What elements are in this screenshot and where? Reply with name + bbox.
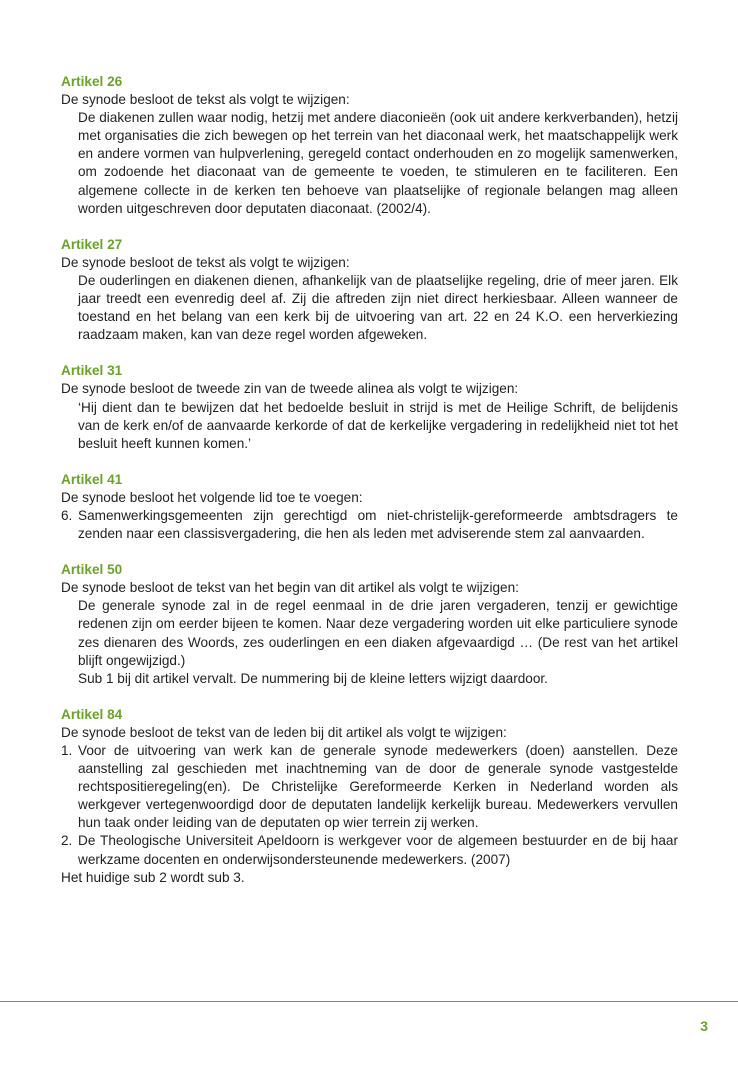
article-outro: Het huidige sub 2 wordt sub 3. xyxy=(61,869,245,885)
article-paragraph: De diakenen zullen waar nodig, hetzij met andere diaconieën (ook uit andere kerkverbanden), hetzij met organisaties die zich bewegen op het terrein van het diaconaal werk, het maatschappelijk werk en andere vormen van hulpverlening, geregeld contact onderhouden en zo mogelijk samenwerken, om zodoende het diaconaat van de gemeente te voeden, te stimuleren en te faciliteren. Een algemene collecte in de kerken ten behoeve van plaatselijke of regionale belangen mag alleen worden uitgeschreven door deputaten diaconaat. (2002/4). xyxy=(78,110,678,216)
article-intro: De synode besloot het volgende lid toe te voegen: xyxy=(61,489,363,505)
article-intro: De synode besloot de tekst als volgt te wijzigen: xyxy=(61,254,350,270)
article-heading: Artikel 41 xyxy=(61,471,123,487)
page-content xyxy=(61,73,678,905)
article-paragraph: De ouderlingen en diakenen dienen, afhankelijk van de plaatselijke regeling, drie of meer jaren. Elk jaar treedt een evenredig deel af. Zij die aftreden zijn niet direct herkiesbaar. Alleen wanneer de toestand en het belang van een kerk bij de uitvoering van art. 22 en 24 K.O. een herverkiezing raadzaam maken, kan van deze regel worden afgeweken. xyxy=(78,272,678,343)
article-heading: Artikel 27 xyxy=(61,236,123,252)
article-26 xyxy=(61,73,678,218)
article-intro: De synode besloot de tweede zin van de tweede alinea als volgt te wijzigen: xyxy=(61,381,519,397)
article-paragraph: ‘Hij dient dan te bewijzen dat het bedoelde besluit in strijd is met de Heilige Schrift, de belijdenis van de kerk en/of de aanvaarde kerkorde of dat de kerkelijke vergadering in redelijkheid niet tot het besluit heeft kunnen komen.’ xyxy=(78,399,678,451)
article-84 xyxy=(61,706,678,887)
article-heading: Artikel 26 xyxy=(61,74,123,89)
list-item-text: De Theologische Universiteit Apeldoorn is werkgever voor de algemeen bestuurder en de bij haar werkzame docenten en onderwijsondersteunende medewerkers. (2007) xyxy=(78,833,678,867)
list-item-number: 1. xyxy=(61,743,73,758)
list-item xyxy=(61,507,678,543)
article-paragraph: De generale synode zal in de regel eenmaal in de drie jaren vergaderen, tenzij er gewichtige redenen zijn om eerder bijeen te komen. Naar deze vergadering worden uit elke particuliere synode zes dienaren des Woords, zes ouderlingen en een diaken afgevaardigd … (De rest van het artikel blijft ongewijzigd.) xyxy=(78,598,678,668)
list-item-number: 6. xyxy=(61,507,73,523)
list-item-text: Samenwerkingsgemeenten zijn gerechtigd om niet-christelijk-gereformeerde ambtsdragers te zenden naar een classisvergadering, die hen als leden met adviserende stem zal aanvaarden. xyxy=(78,507,678,542)
article-31 xyxy=(61,362,678,452)
article-intro: De synode besloot de tekst van het begin van dit artikel als volgt te wijzigen: xyxy=(61,580,519,596)
list-item-text: Voor de uitvoering van werk kan de generale synode medewerkers (doen) aanstellen. Deze aanstelling zal geschieden met inachtneming van de door de generale synode vastgestelde rechtspositieregeling(en). De Christelijke Gereformeerde Kerken in Nederland worden als werkgever vertegenwoordigd door de deputaten landelijk kerkelijk bureau. Medewerkers vervullen hun taak onder leiding van de deputaten op wier terrein zij werken. xyxy=(78,743,678,831)
article-heading: Artikel 84 xyxy=(61,706,123,722)
list-item xyxy=(61,742,678,832)
article-intro: De synode besloot de tekst als volgt te wijzigen: xyxy=(61,92,350,108)
article-heading: Artikel 50 xyxy=(61,562,123,578)
article-intro: De synode besloot de tekst van de leden bij dit artikel als volgt te wijzigen: xyxy=(61,724,507,740)
article-41 xyxy=(61,471,678,543)
article-50 xyxy=(61,561,678,688)
article-27 xyxy=(61,236,678,345)
list-item xyxy=(61,832,678,868)
footer-divider xyxy=(0,1001,738,1002)
list-item-number: 2. xyxy=(61,833,73,849)
article-paragraph: Sub 1 bij dit artikel vervalt. De nummering bij de kleine letters wijzigt daardoor. xyxy=(78,670,548,686)
article-heading: Artikel 31 xyxy=(61,363,123,379)
page-number: 3 xyxy=(700,1018,708,1034)
